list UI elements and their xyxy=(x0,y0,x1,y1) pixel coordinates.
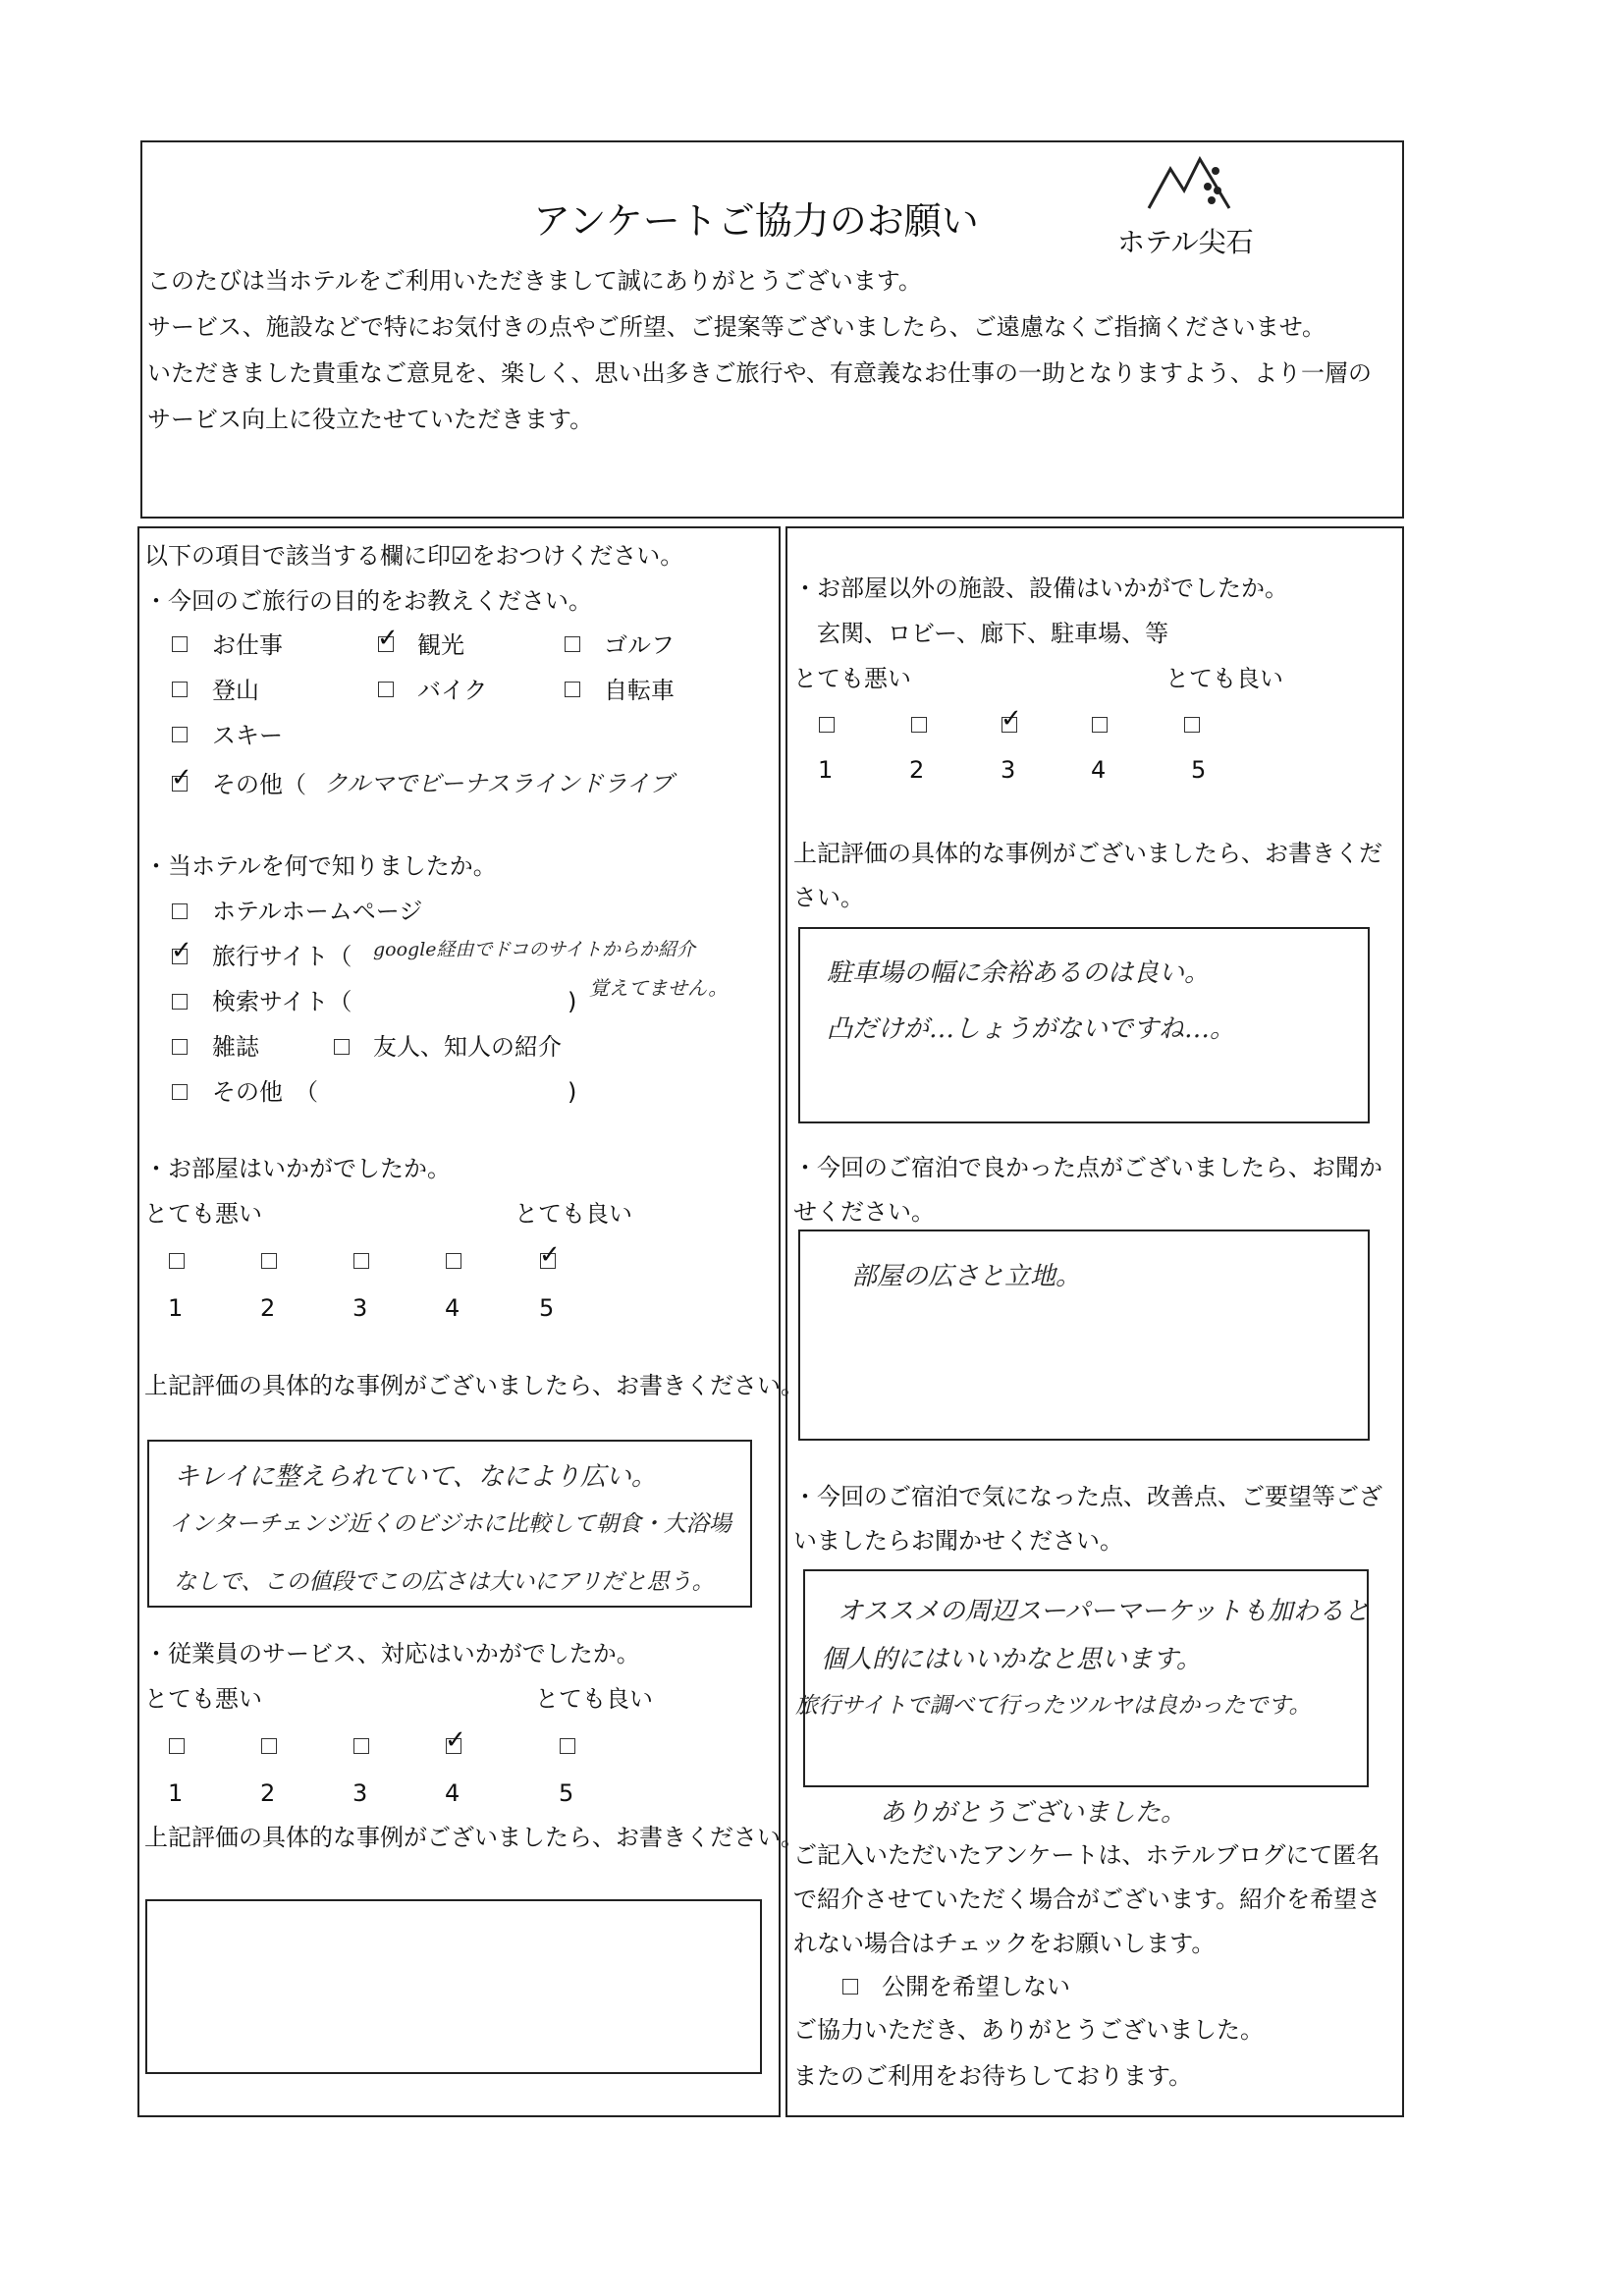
source-friend-label: 友人、知人の紹介 xyxy=(373,1033,562,1061)
staff-question: ・従業員のサービス、対応はいかがでしたか。 xyxy=(144,1640,640,1667)
improve-question-2: いましたらお聞かせください。 xyxy=(793,1527,1123,1555)
improve-comment-line-2: 個人的にはいいかなと思います。 xyxy=(821,1645,1202,1674)
staff-scale-5: 5 xyxy=(559,1779,574,1807)
good-question-1: ・今回のご宿泊で良かった点がございましたら、お聞か xyxy=(793,1154,1382,1181)
purpose-golf-label: ゴルフ xyxy=(604,631,675,659)
facility-rating-5[interactable] xyxy=(1184,717,1200,733)
facility-scale-3: 3 xyxy=(1001,756,1016,784)
staff-rating-1[interactable] xyxy=(169,1738,185,1754)
facility-rating-1[interactable] xyxy=(819,717,835,733)
closing-line-1: ご協力いただき、ありがとうございました。 xyxy=(793,2016,1265,2044)
check-mark-icon: ✓ xyxy=(171,936,192,965)
staff-scale-1: 1 xyxy=(168,1779,184,1807)
facility-rating-2[interactable] xyxy=(911,717,927,733)
blog-text-2: で紹介させていただく場合がございます。紹介を希望さ xyxy=(793,1886,1381,1913)
room-rating-1[interactable] xyxy=(169,1253,185,1269)
staff-scale-4: 4 xyxy=(445,1779,460,1807)
facility-rating-4[interactable] xyxy=(1092,717,1108,733)
facility-detail-prompt-2: さい。 xyxy=(793,884,864,911)
instruction: 以下の項目で該当する欄に印☑をおつけください。 xyxy=(144,542,684,570)
intro-line-1: このたびは当ホテルをご利用いただきまして誠にありがとうございます。 xyxy=(147,267,922,295)
improve-comment-line-1: オススメの周辺スーパーマーケットも加わると xyxy=(838,1597,1370,1626)
staff-scale-2: 2 xyxy=(260,1779,276,1807)
thanks-note: ありがとうございました。 xyxy=(880,1798,1187,1828)
source-question: ・当ホテルを何で知りましたか。 xyxy=(144,852,497,880)
source-homepage-label: ホテルホームページ xyxy=(212,898,423,925)
room-question: ・お部屋はいかがでしたか。 xyxy=(144,1155,451,1182)
room-rating-2[interactable] xyxy=(261,1253,277,1269)
purpose-bicycle-checkbox[interactable] xyxy=(565,682,580,697)
good-question-2: せください。 xyxy=(793,1198,935,1226)
check-mark-icon: ✓ xyxy=(1001,704,1022,734)
source-search-close: ) xyxy=(568,988,577,1015)
purpose-other-checkbox[interactable] xyxy=(171,763,192,793)
good-comment-line-1: 部屋の広さと立地。 xyxy=(851,1262,1082,1291)
purpose-golf-checkbox[interactable] xyxy=(565,636,580,652)
room-comment-line-2: インターチェンジ近くのビジホに比較して朝食・大浴場 xyxy=(169,1511,731,1537)
purpose-sightseeing-checkbox[interactable] xyxy=(377,624,399,653)
room-scale-4: 4 xyxy=(445,1294,460,1322)
source-friend-checkbox[interactable] xyxy=(334,1039,350,1055)
source-homepage-checkbox[interactable] xyxy=(172,903,188,919)
purpose-other-note: クルマでビーナスラインドライブ xyxy=(324,770,674,797)
purpose-sightseeing-label: 観光 xyxy=(417,631,464,659)
room-comment-line-3: なしで、この値段でこの広さは大いにアリだと思う。 xyxy=(174,1569,715,1595)
facility-scale-1: 1 xyxy=(818,756,834,784)
room-comment-line-1: キレイに整えられていて、なにより広い。 xyxy=(174,1462,657,1492)
purpose-bicycle-label: 自転車 xyxy=(604,677,675,704)
facility-comment-line-1: 駐車場の幅に余裕あるのは良い。 xyxy=(827,958,1211,988)
staff-rating-4[interactable] xyxy=(445,1725,466,1755)
check-mark-icon: ✓ xyxy=(377,624,399,653)
staff-rating-5[interactable] xyxy=(560,1738,575,1754)
room-scale-3: 3 xyxy=(352,1294,368,1322)
hotel-name: ホテル尖石 xyxy=(1117,226,1254,258)
purpose-work-label: お仕事 xyxy=(212,631,283,659)
mountain-logo-icon xyxy=(1139,147,1257,216)
room-scale-5: 5 xyxy=(539,1294,555,1322)
purpose-ski-label: スキー xyxy=(212,722,283,749)
source-travel-site-checkbox[interactable] xyxy=(171,936,192,965)
purpose-work-checkbox[interactable] xyxy=(172,636,188,652)
room-detail-prompt: 上記評価の具体的な事例がございましたら、お書きください。 xyxy=(144,1372,804,1399)
purpose-question: ・今回のご旅行の目的をお教えください。 xyxy=(144,587,592,615)
facility-scale-2: 2 xyxy=(909,756,925,784)
facility-question: ・お部屋以外の施設、設備はいかがでしたか。 xyxy=(793,574,1288,602)
staff-rating-3[interactable] xyxy=(353,1738,369,1754)
facility-rating-3[interactable] xyxy=(1001,704,1022,734)
room-rating-4[interactable] xyxy=(446,1253,461,1269)
source-search-label: 検索サイト（ xyxy=(212,988,352,1015)
source-other-close: ) xyxy=(568,1078,577,1106)
facility-detail-prompt-1: 上記評価の具体的な事例がございましたら、お書きくだ xyxy=(793,840,1382,867)
facility-scale-4: 4 xyxy=(1091,756,1107,784)
improve-comment-line-3: 旅行サイトで調べて行ったツルヤは良かったです。 xyxy=(795,1693,1312,1719)
purpose-ski-checkbox[interactable] xyxy=(172,727,188,742)
source-travel-site-label: 旅行サイト（ xyxy=(212,943,352,970)
source-other-checkbox[interactable] xyxy=(172,1084,188,1100)
source-other-label: その他 （ xyxy=(212,1078,318,1106)
staff-low-label: とても悪い xyxy=(144,1685,262,1713)
intro-line-3: いただきました貴重なご意見を、楽しく、思い出多きご旅行や、有意義なお仕事の一助となりますよう、より一層の xyxy=(147,359,1373,387)
source-search-checkbox[interactable] xyxy=(172,994,188,1010)
purpose-other-label: その他（ xyxy=(212,771,306,798)
facility-high-label: とても良い xyxy=(1165,665,1283,692)
purpose-bike-label: バイク xyxy=(417,677,488,704)
room-low-label: とても悪い xyxy=(144,1200,262,1228)
closing-line-2: またのご利用をお待ちしております。 xyxy=(793,2062,1193,2090)
intro-line-4: サービス向上に役立たせていただきます。 xyxy=(147,406,594,433)
staff-scale-3: 3 xyxy=(352,1779,368,1807)
staff-detail-prompt: 上記評価の具体的な事例がございましたら、お書きください。 xyxy=(144,1824,804,1851)
travel-site-note-2: 覚えてません。 xyxy=(589,976,729,1000)
staff-rating-2[interactable] xyxy=(261,1738,277,1754)
optout-checkbox[interactable] xyxy=(842,1979,858,1995)
facility-scale-5: 5 xyxy=(1191,756,1207,784)
blog-text-3: れない場合はチェックをお願いします。 xyxy=(793,1930,1216,1957)
blog-text-1: ご記入いただいたアンケートは、ホテルブログにて匿名 xyxy=(793,1841,1380,1869)
room-high-label: とても良い xyxy=(514,1200,632,1228)
room-rating-5[interactable] xyxy=(539,1240,561,1270)
improve-question-1: ・今回のご宿泊で気になった点、改善点、ご要望等ござ xyxy=(793,1483,1382,1510)
source-magazine-checkbox[interactable] xyxy=(172,1039,188,1055)
purpose-climbing-checkbox[interactable] xyxy=(172,682,188,697)
source-magazine-label: 雑誌 xyxy=(212,1033,259,1061)
hotel-logo xyxy=(1139,147,1257,226)
room-scale-1: 1 xyxy=(168,1294,184,1322)
page-title: アンケートご協力のお願い xyxy=(533,199,979,243)
check-mark-icon: ✓ xyxy=(171,763,192,793)
check-mark-icon: ✓ xyxy=(539,1240,561,1270)
purpose-bike-checkbox[interactable] xyxy=(378,682,394,697)
staff-high-label: とても良い xyxy=(535,1685,653,1713)
intro-line-2: サービス、施設などで特にお気付きの点やご所望、ご提案等ございましたら、ご遠慮なくご指摘くださいませ。 xyxy=(147,313,1326,341)
purpose-climbing-label: 登山 xyxy=(212,677,259,704)
travel-site-note-1: google経由でドコのサイトからか紹介 xyxy=(373,939,696,960)
check-mark-icon: ✓ xyxy=(445,1725,466,1755)
facility-low-label: とても悪い xyxy=(793,665,911,692)
room-scale-2: 2 xyxy=(260,1294,276,1322)
facility-subtitle: 玄関、ロビー、廊下、駐車場、等 xyxy=(817,620,1169,647)
room-rating-3[interactable] xyxy=(353,1253,369,1269)
staff-comment-box[interactable] xyxy=(145,1899,762,2074)
facility-comment-line-2: 凸だけが…しょうがないですね…。 xyxy=(827,1014,1236,1044)
optout-label: 公開を希望しない xyxy=(882,1973,1070,2000)
